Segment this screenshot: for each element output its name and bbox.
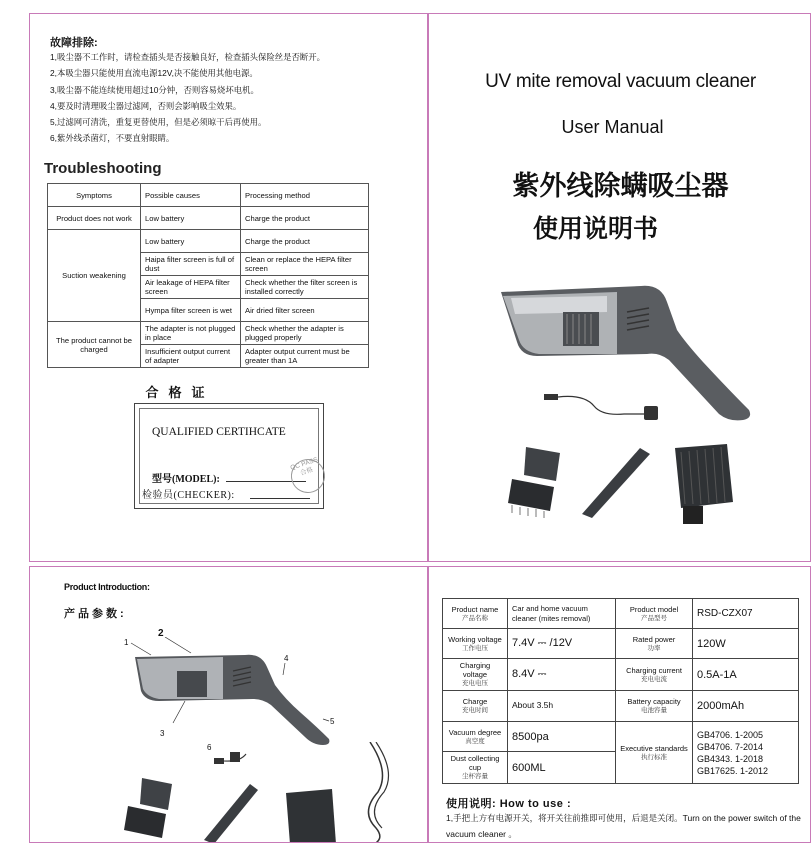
chinese-subtitle: 使用说明书 <box>532 215 658 243</box>
callout-label: 4 <box>284 654 289 663</box>
table-cell: Clean or replace the HEPA filter screen <box>241 253 369 276</box>
spec-label: Product name <box>451 604 499 614</box>
spec-value: 120W <box>693 629 799 659</box>
callout-label: 6 <box>207 743 212 752</box>
spec-label-cn: 产品名称 <box>462 614 488 622</box>
product-parameters-title: 产品参数: <box>64 608 127 620</box>
table-cell: Check whether the filter screen is installed correctly <box>241 276 369 299</box>
spec-label-cn: 产品型号 <box>641 614 667 622</box>
spec-value: About 3.5h <box>508 691 616 722</box>
table-cell: The product cannot be charged <box>48 322 141 368</box>
spec-label-cn: 工作电压 <box>462 644 488 652</box>
crevice-nozzle-image <box>574 444 654 524</box>
spec-label-cn: 功率 <box>647 644 661 652</box>
product-introduction-panel <box>29 566 428 843</box>
spec-value-standards <box>693 722 799 784</box>
spec-label: Battery capacity <box>627 697 681 706</box>
table-header: Symptoms <box>48 184 141 207</box>
spec-label: Vacuum degree <box>448 727 502 737</box>
spec-value: 8500pa <box>508 722 616 752</box>
vacuum-diagram-image <box>125 637 350 747</box>
spec-label: Rated power <box>632 634 676 644</box>
spec-label: Charging current <box>626 665 682 675</box>
specification-table <box>442 598 799 784</box>
crevice-nozzle-image <box>200 782 260 843</box>
english-subtitle: User Manual <box>561 117 664 137</box>
product-introduction-title: Product Introduction: <box>64 582 150 592</box>
standard-item: GB4343. 1-2018 <box>697 753 764 764</box>
standard-item: GB17625. 1-2012 <box>697 765 769 776</box>
how-to-use-title: 使用说明: How to use : <box>446 798 572 810</box>
spec-label-cn: 真空度 <box>465 737 485 745</box>
spec-value: 0.5A-1A <box>693 659 799 691</box>
table-cell: Insufficient output current of adapter <box>141 345 241 368</box>
spec-value: Car and home vacuum cleaner (mites removal) <box>508 599 616 629</box>
table-cell: The adapter is not plugged in place <box>141 322 241 345</box>
fault-item: 4,要及时清理吸尘器过滤网，否则会影响吸尘效果。 <box>50 100 242 111</box>
certificate-title: 合格证 <box>145 385 215 400</box>
cover-panel <box>428 13 811 562</box>
callout-label: 3 <box>160 729 165 738</box>
english-title: UV mite removal vacuum cleaner <box>485 71 756 92</box>
table-cell: Product does not work <box>48 207 141 230</box>
specification-panel <box>428 566 811 843</box>
spec-label: Product model <box>629 604 679 614</box>
fault-item: 1,吸尘器不工作时，请检查插头是否接触良好，检查插头保险丝是否断开。 <box>50 52 325 62</box>
table-cell: Adapter output current must be greater than 1A <box>241 345 369 368</box>
spec-label-cn: 充电时间 <box>462 707 488 714</box>
spec-label: Charge <box>462 697 488 706</box>
brush-nozzle-image <box>122 772 182 843</box>
table-cell: Low battery <box>141 230 241 253</box>
spec-value: RSD-CZX07 <box>693 599 799 629</box>
spec-label-cn: 尘杯容量 <box>462 773 488 780</box>
callout-label: 1 <box>124 638 129 647</box>
troubleshooting-title: Troubleshooting <box>44 160 162 177</box>
table-cell: Suction weakening <box>48 230 141 322</box>
table-cell: Air dried filter screen <box>241 299 369 322</box>
spec-label: Dust collecting cup <box>450 754 500 772</box>
spec-label: Charging voltage <box>459 661 491 679</box>
mite-nozzle-image <box>669 442 739 527</box>
qc-pass-stamp: QC PASS 合格 <box>287 455 330 498</box>
fault-list <box>50 49 325 147</box>
callout-label: 5 <box>330 717 335 726</box>
certificate-box <box>134 403 324 509</box>
table-header: Possible causes <box>141 184 241 207</box>
table-cell: Air leakage of HEPA filter screen <box>141 276 241 299</box>
spec-label-cn: 充电电压 <box>462 680 488 687</box>
fault-item: 5,过滤网可清洗，重复更替使用，但是必须晾干后再使用。 <box>50 117 267 128</box>
spec-label-cn: 充电电流 <box>641 675 667 683</box>
spec-value: 8.4V ⎓ <box>508 659 616 691</box>
fault-item: 6,紫外线杀菌灯，不要直射眼睛。 <box>50 133 175 144</box>
spec-value: 2000mAh <box>693 691 799 722</box>
troubleshooting-panel <box>29 13 428 562</box>
chinese-title: 紫外线除螨吸尘器 <box>512 171 729 201</box>
spec-value: 7.4V ⎓ /12V <box>508 629 616 659</box>
standard-item: GB4706. 7-2014 <box>697 741 764 752</box>
table-cell: Check whether the adapter is plugged properly <box>241 322 369 345</box>
spec-label-cn: 执行标准 <box>641 753 667 761</box>
table-cell: Charge the product <box>241 207 369 230</box>
certificate-model-label: 型号(MODEL): <box>152 474 220 485</box>
spec-label-cn: 电池容量 <box>641 707 667 714</box>
fault-title: 故障排除: <box>50 37 98 49</box>
standard-item: GB4706. 1-2005 <box>697 729 764 740</box>
spec-label: Working voltage <box>448 634 502 644</box>
table-cell: Hympa filter screen is wet <box>141 299 241 322</box>
fault-item: 3,吸尘器不能连续使用超过10分钟，否则容易烧坏电机。 <box>50 84 259 95</box>
fault-item: 2,本吸尘器只能使用直流电源12V,决不能使用其他电源。 <box>50 68 258 79</box>
certificate-heading: QUALIFIED CERTIHCATE <box>152 426 286 438</box>
brush-nozzle-image <box>504 439 574 519</box>
table-cell: Low battery <box>141 207 241 230</box>
certificate-checker-label: 检验员(CHECKER): <box>142 490 235 501</box>
troubleshooting-table <box>47 183 369 368</box>
table-header: Processing method <box>241 184 369 207</box>
callout-label: 2 <box>158 628 164 639</box>
spec-value: 600ML <box>508 752 616 784</box>
spec-label: Executive standards <box>620 743 688 753</box>
table-cell: Haipa filter screen is full of dust <box>141 253 241 276</box>
how-to-use-text: 1,手把上方有电源开关，将开关往前推即可使用，后退是关闭。Turn on the power switch of the vacuum cleaner 。 <box>446 813 801 839</box>
charging-cable-image <box>544 384 674 434</box>
mite-nozzle-image <box>280 787 340 843</box>
table-cell: Charge the product <box>241 230 369 253</box>
